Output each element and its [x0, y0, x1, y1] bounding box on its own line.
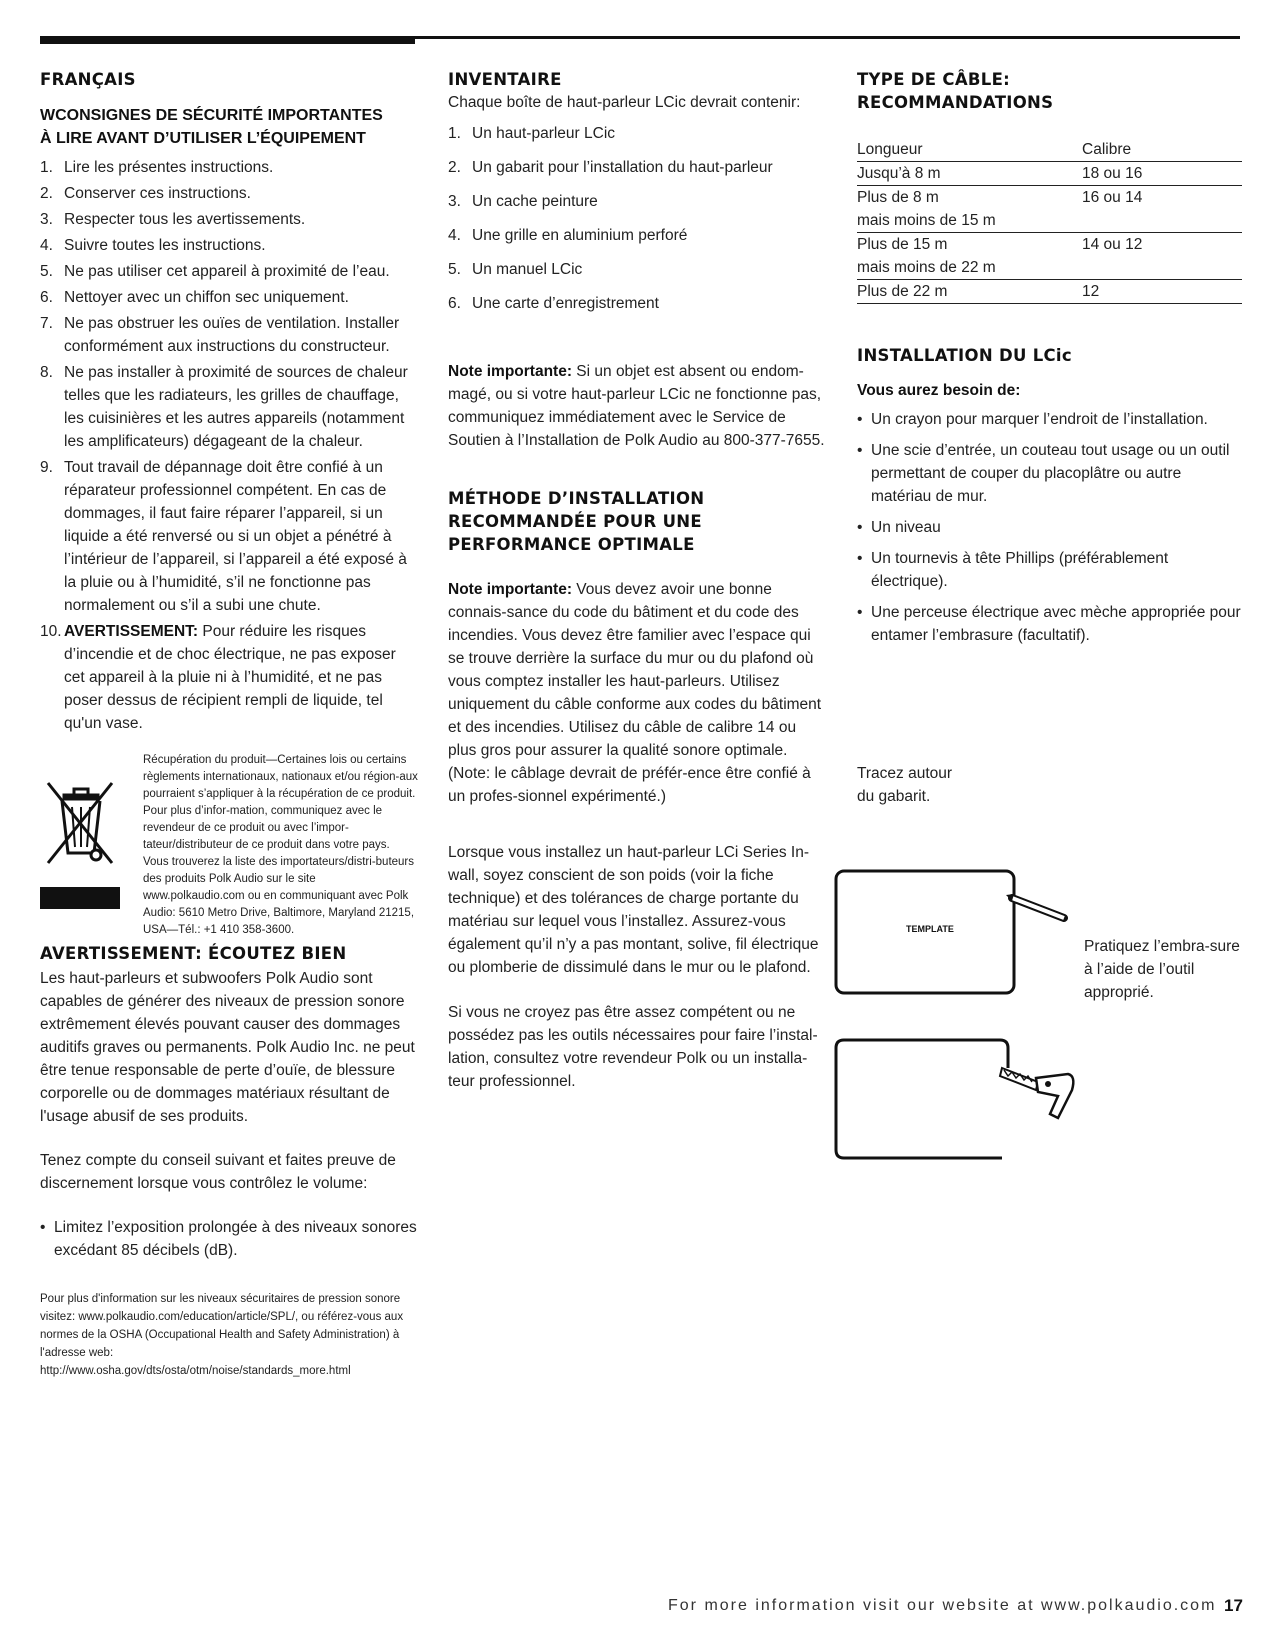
cable-table	[857, 138, 1242, 304]
more-info-note: Pour plus d'information sur les niveaux sécuritaires de pression sonore visitez: www.polkaudio.com/education/article/SPL/, ou référez-vous aux normes de la OSHA (Occupational Health and Safety Administration) à l'adresse web: http://www.osha.gov/dts/osta/otm/noise/standards_more.html	[40, 1293, 404, 1377]
list-text: Suivre toutes les instructions.	[64, 237, 266, 254]
method-heading-line-1: MÉTHODE D’INSTALLATION	[448, 489, 705, 508]
bullet-text: Limitez l’exposition prolongée à des niveaux sonores excédant 85 décibels (dB).	[54, 1219, 417, 1259]
listen-warning-section	[40, 942, 420, 1380]
cell-gauge: 18 ou 16	[1082, 162, 1242, 186]
safety-title-line-2: À LIRE AVANT D’UTILISER L’ÉQUIPEMENT	[40, 130, 366, 147]
saw-icon	[1000, 1068, 1073, 1118]
safety-item-10	[40, 620, 420, 735]
inventory-list	[448, 122, 828, 315]
inventory-heading: INVENTAIRE	[448, 70, 562, 89]
warning-label: AVERTISSEMENT:	[64, 623, 199, 640]
page-number: 17	[1224, 1596, 1243, 1615]
safety-list-item	[40, 312, 420, 358]
cutout-outline	[836, 1040, 1008, 1158]
safety-list-item	[40, 208, 420, 231]
column-left	[40, 68, 420, 735]
list-text: Nettoyer avec un chiffon sec uniquement.	[64, 289, 349, 306]
list-text: Ne pas installer à proximité de sources de chaleur telles que les radiateurs, les grilles de chauffage, les cuisinières et les autres appareils (notamment les amplificateurs) dégageant de la chaleur.	[64, 364, 408, 450]
safety-list-item	[40, 156, 420, 179]
length-value: Jusqu’à 8 m	[857, 165, 941, 182]
list-text: Tout travail de dépannage doit être confié à un réparateur professionnel compétent. En cas de dommages, il faut faire réparer l’appareil, si un liquide a été renversé ou si un objet a pénétré à l’intérieur de l’appareil, si l’appareil a été exposé à la pluie ou à l’humidité, s’il ne fonctionne pas normalement ou s’il a subi une chute.	[64, 459, 407, 614]
note-missing-items	[448, 360, 828, 452]
cell-gauge: 12	[1082, 280, 1242, 304]
safety-list-item	[40, 234, 420, 257]
list-text: Ne pas obstruer les ouïes de ventilation. Installer conformément aux instructions du constructeur.	[64, 315, 400, 355]
list-number: 8.	[40, 364, 53, 381]
trace-caption: Tracez autour du gabarit.	[857, 765, 953, 805]
bullet-dot: •	[857, 442, 863, 459]
top-rule-thin	[415, 36, 1240, 39]
safety-list-item	[40, 182, 420, 205]
list-text: Une grille en aluminium perforé	[472, 227, 688, 244]
list-text: Un manuel LCic	[472, 261, 583, 278]
top-rule-thick	[40, 36, 415, 44]
tools-needed-label: Vous aurez besoin de:	[857, 382, 1021, 399]
table-header-row	[857, 138, 1242, 162]
method-heading-line-3: PERFORMANCE OPTIMALE	[448, 535, 695, 554]
bullet-dot: •	[857, 550, 863, 567]
length-qualifier: mais moins de 22 m	[857, 259, 996, 276]
list-text: Un haut-parleur LCic	[472, 125, 616, 142]
installation-illustration	[832, 868, 1082, 1168]
safety-list	[40, 156, 420, 617]
tool-bullet	[857, 408, 1242, 431]
inventory-list-item	[448, 156, 828, 179]
listen-warning-paragraph: Les haut-parleurs et subwoofers Polk Audio sont capables de générer des niveaux de pression sonore extrêmement élevés pouvant causer des dommages auditifs graves ou permanents. Polk Audio Inc. ne peut être tenue responsable de perte d’ouïe, de blessure corporelle ou de dommages matériaux résultant de l'usage abusif de ses produits.	[40, 970, 415, 1125]
tool-bullet	[857, 439, 1242, 508]
inventory-list-item	[448, 292, 828, 315]
list-text: Une carte d’enregistrement	[472, 295, 659, 312]
list-number: 1.	[448, 125, 461, 142]
weee-bin-icon	[40, 775, 120, 925]
list-number: 7.	[40, 315, 53, 332]
tool-bullet	[857, 516, 1242, 539]
safety-list-item	[40, 361, 420, 453]
cell-length	[857, 280, 1082, 304]
list-number: 3.	[448, 193, 461, 210]
safety-title-line-1: WCONSIGNES DE SÉCURITÉ IMPORTANTES	[40, 107, 383, 124]
bullet-dot: •	[857, 519, 863, 536]
professional-paragraph: Si vous ne croyez pas être assez compétent ou ne possédez pas les outils nécessaires pour faire l’instal-lation, consultez votre revendeur Polk ou un installa-teur professionnel.	[448, 1004, 818, 1090]
inventory-list-item	[448, 190, 828, 213]
bullet-text: Un crayon pour marquer l’endroit de l’installation.	[871, 411, 1208, 428]
cell-gauge: 16 ou 14	[1082, 186, 1242, 233]
list-number: 4.	[40, 237, 53, 254]
header-length: Longueur	[857, 141, 923, 158]
length-value: Plus de 22 m	[857, 283, 948, 300]
cell-length	[857, 233, 1082, 280]
note-label: Note importante:	[448, 581, 572, 598]
install-heading: INSTALLATION DU LCic	[857, 346, 1072, 365]
list-number: 2.	[448, 159, 461, 176]
table-row	[857, 280, 1242, 304]
header-gauge: Calibre	[1082, 141, 1132, 158]
cable-heading-line-2: RECOMMANDATIONS	[857, 93, 1054, 112]
listen-warning-heading: AVERTISSEMENT: ÉCOUTEZ BIEN	[40, 944, 347, 963]
list-text: Un gabarit pour l’installation du haut-parleur	[472, 159, 773, 176]
list-text: Un cache peinture	[472, 193, 598, 210]
bullet-dot: •	[857, 411, 863, 428]
volume-bullet: • Limitez l’exposition prolongée à des niveaux sonores excédant 85 décibels (dB).	[40, 1219, 417, 1259]
cable-heading-line-1: TYPE DE CÂBLE:	[857, 70, 1011, 89]
safety-list-item	[40, 456, 420, 617]
list-number: 5.	[40, 263, 53, 280]
list-number: 4.	[448, 227, 461, 244]
cell-length	[857, 162, 1082, 186]
bullet-text: Un tournevis à tête Phillips (préférablement électrique).	[871, 550, 1169, 590]
table-row	[857, 162, 1242, 186]
bullet-text: Un niveau	[871, 519, 941, 536]
safety-list-item	[40, 260, 420, 283]
cell-gauge: 14 ou 12	[1082, 233, 1242, 280]
list-number: 2.	[40, 185, 53, 202]
table-row	[857, 186, 1242, 233]
list-text: Respecter tous les avertissements.	[64, 211, 306, 228]
safety-list-item	[40, 286, 420, 309]
list-number: 5.	[448, 261, 461, 278]
list-number: 9.	[40, 459, 53, 476]
length-value: Plus de 15 m	[857, 236, 948, 253]
list-text: Lire les présentes instructions.	[64, 159, 274, 176]
list-text: Conserver ces instructions.	[64, 185, 251, 202]
inventory-list-item	[448, 258, 828, 281]
method-heading-line-2: RECOMMANDÉE POUR UNE	[448, 512, 702, 531]
tool-bullet	[857, 601, 1242, 647]
section-heading-francais: FRANÇAIS	[40, 70, 136, 89]
list-number: 10.	[40, 623, 62, 640]
note-label: Note importante:	[448, 363, 572, 380]
cell-length	[857, 186, 1082, 233]
inventory-list-item	[448, 122, 828, 145]
note-text: Si un objet est absent ou endom-magé, ou si votre haut-parleur LCic ne fonctionne pas, communiquez immédiatement avec le Service de Soutien à l’Installation de Polk Audio au 800-377-7655.	[448, 363, 825, 449]
inventory-intro: Chaque boîte de haut-parleur LCic devrait contenir:	[448, 94, 801, 111]
list-number: 3.	[40, 211, 53, 228]
list-number: 1.	[40, 159, 53, 176]
template-label: TEMPLATE	[906, 924, 954, 934]
inventory-list-item	[448, 224, 828, 247]
tools-list	[857, 408, 1242, 647]
length-qualifier: mais moins de 15 m	[857, 212, 996, 229]
list-text: Ne pas utiliser cet appareil à proximité de l’eau.	[64, 263, 390, 280]
length-value: Plus de 8 m	[857, 189, 939, 206]
recycling-notice: Récupération du produit—Certaines lois ou certains règlements internationaux, nationaux et/ou région-aux pourraient s’appliquer à la récupération de ce produit. Pour plus d’infor-mation, communiquez avec le revendeur de ce produit ou avec l’impor-tateur/distributeur de ce produit dans votre pays. Vous trouverez la liste des importateurs/distri-buteurs des produits Polk Audio sur le site www.polkaudio.com ou en communiquant avec Polk Audio: 5610 Metro Drive, Baltimore, Maryland 21215, USA—Tél.: +1 410 358-3600.	[143, 754, 418, 936]
column-right	[857, 68, 1242, 655]
bullet-dot: •	[857, 604, 863, 621]
note-building-codes	[448, 578, 828, 808]
cut-caption: Pratiquez l’embra-sure à l’aide de l’outil approprié.	[1084, 938, 1240, 1001]
bullet-text: Une perceuse électrique avec mèche appropriée pour entamer l’embrasure (facultatif).	[871, 604, 1241, 644]
column-middle	[448, 68, 828, 1093]
table-row	[857, 233, 1242, 280]
footer-website-text: For more information visit our website at www.polkaudio.com	[668, 1597, 1217, 1614]
volume-advice-paragraph: Tenez compte du conseil suivant et faites preuve de discernement lorsque vous contrôlez le volume:	[40, 1152, 396, 1192]
list-number: 6.	[40, 289, 53, 306]
list-number: 6.	[448, 295, 461, 312]
safety-item-text: Pour réduire les risques d’incendie et de choc électrique, ne pas exposer cet appareil à la pluie ni à l’humidité, et ne pas poser dessus de récipient rempli de liquide, tel qu'un vase.	[64, 623, 396, 732]
weight-paragraph: Lorsque vous installez un haut-parleur LCi Series In-wall, soyez conscient de son poids (voir la fiche technique) et des tolérances de charge portante du matériau sur lequel vous l’installez. Assurez-vous également qu’il n’y a pas montant, solive, fil électrique ou plomberie de dissimulé dans le mur ou le plafond.	[448, 844, 819, 976]
note-text: Vous devez avoir une bonne connais-sance du code du bâtiment et du code des incendies. Vous devez être familier avec l’espace qui se trouve derrière la surface du mur ou du plafond où vous comptez installer les haut-parleurs. Utilisez uniquement du câble conforme aux codes du bâtiment et des incendies. Utilisez du câble de calibre 14 ou plus gros pour assurer la qualité sonore optimale. (Note: le câblage devrait de préfér-ence être confié à un profes-sionnel expérimenté.)	[448, 581, 822, 805]
bullet-text: Une scie d’entrée, un couteau tout usage ou un outil permettant de couper du placoplâtre ou autre matériau de mur.	[871, 442, 1230, 505]
tool-bullet	[857, 547, 1242, 593]
